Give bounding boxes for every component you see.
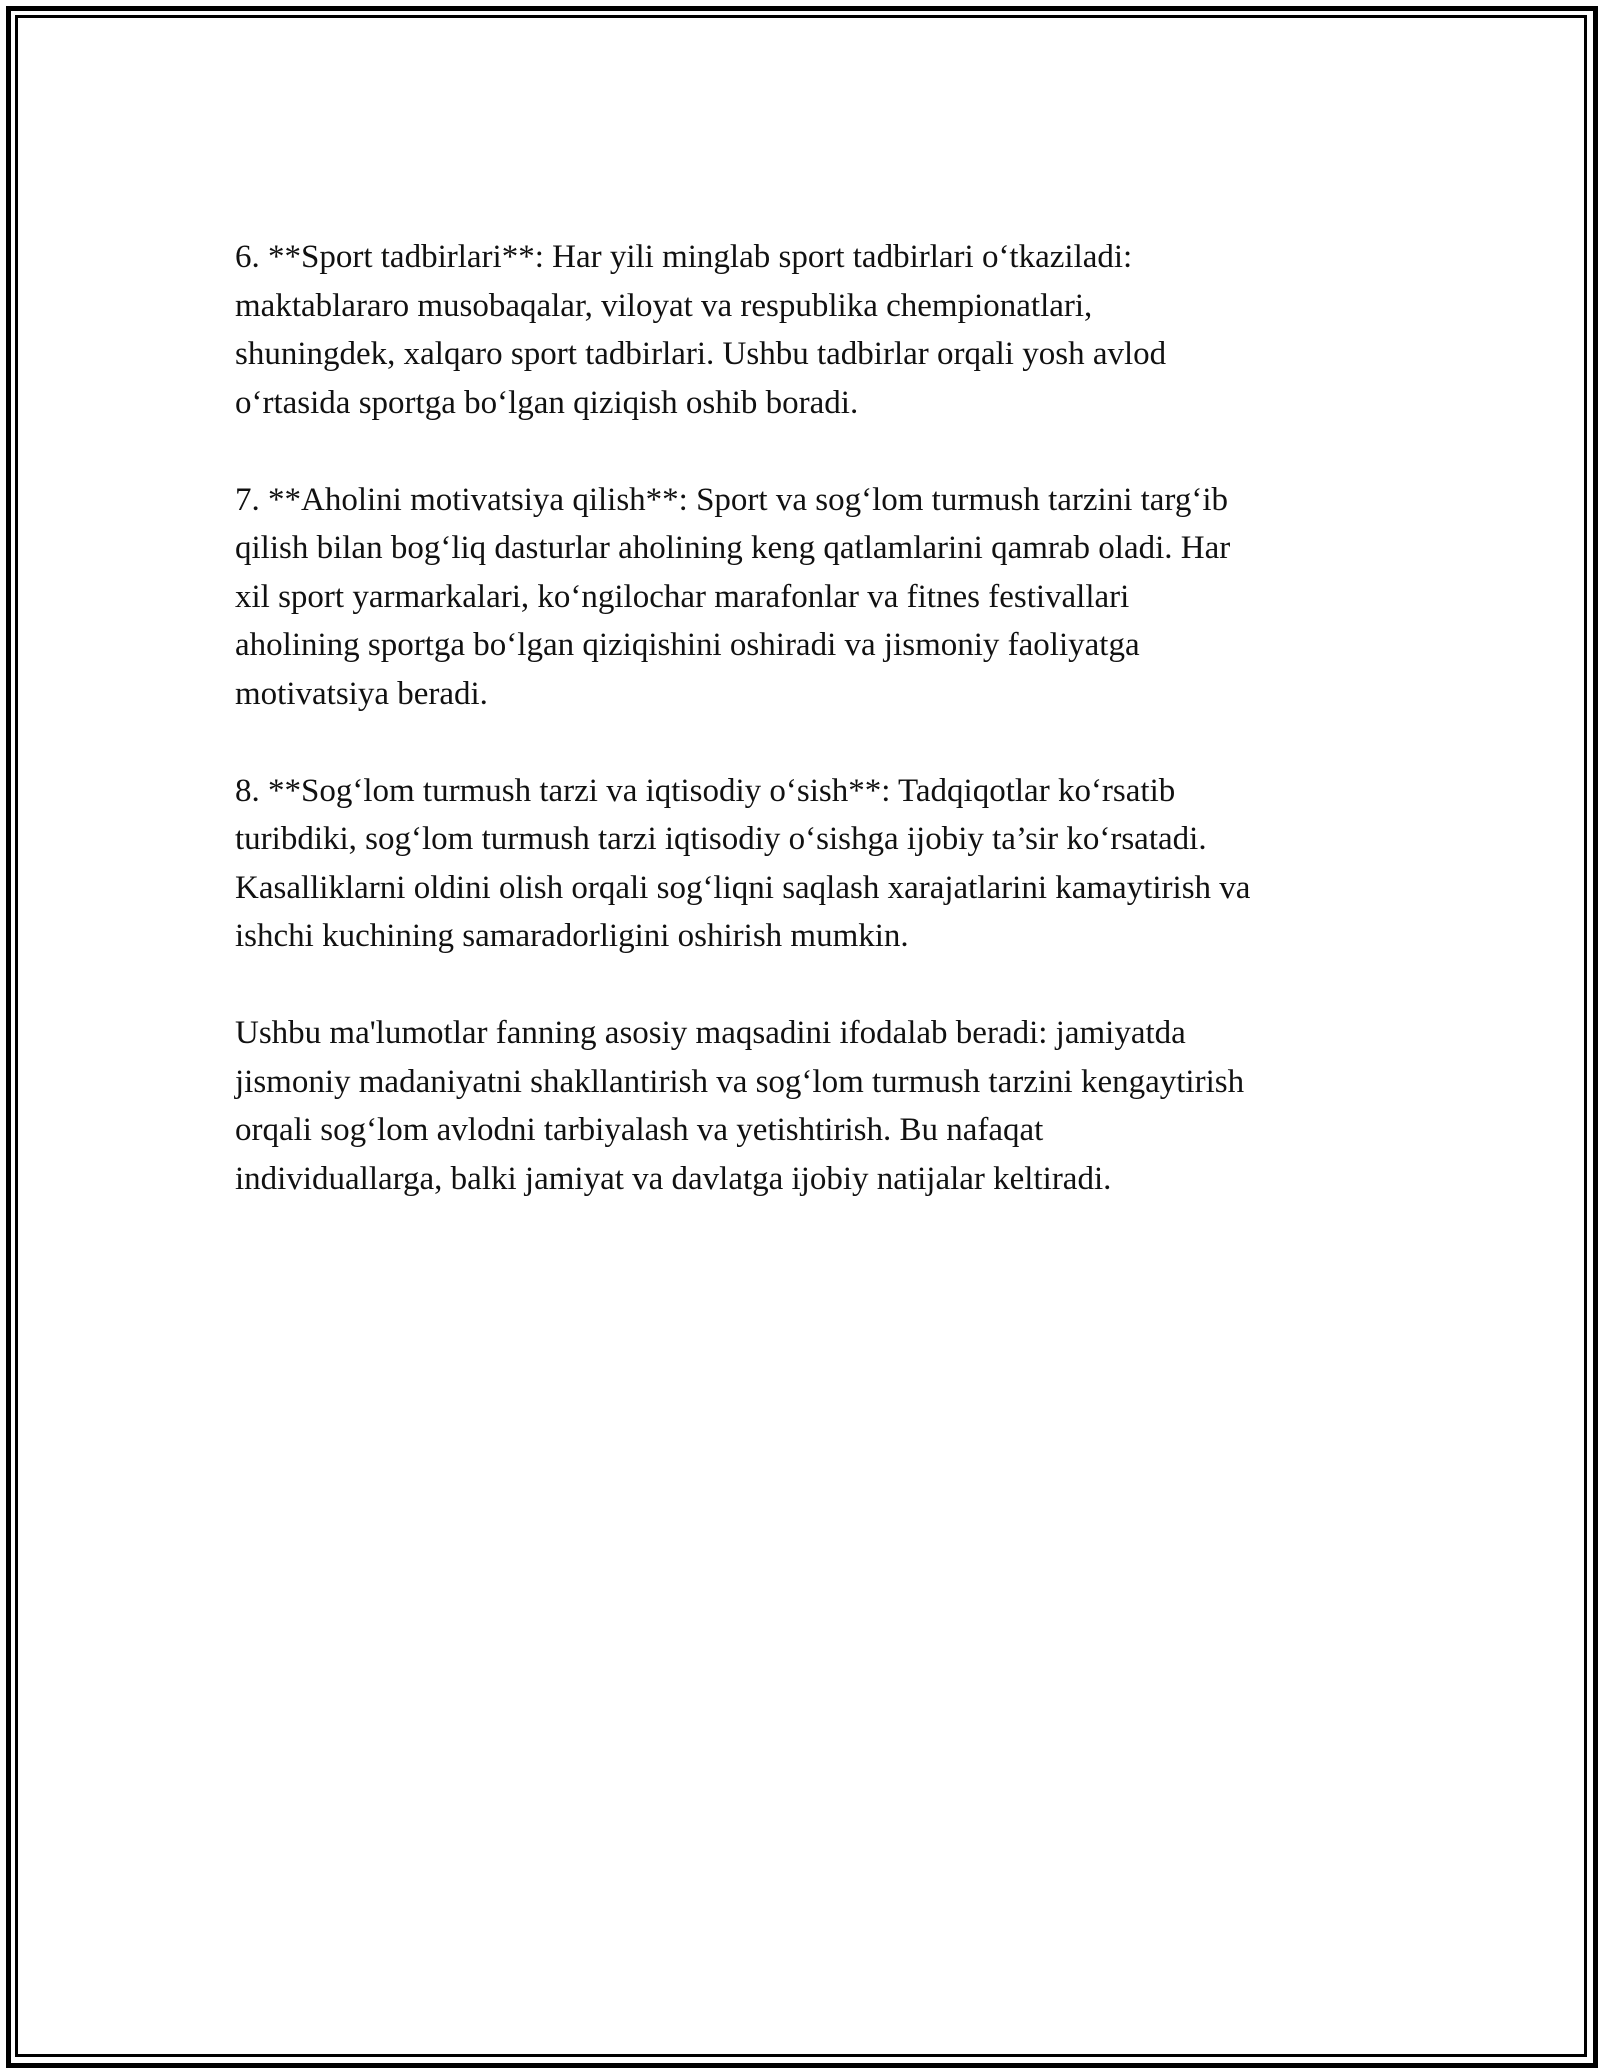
text-line: jismoniy madaniyatni shakllantirish va sog‘lom turmush tarzini kengaytirish	[235, 1063, 1245, 1100]
paragraph-population-motivation	[235, 476, 1375, 719]
text-line: 7. **Aholini motivatsiya qilish**: Sport va sog‘lom turmush tarzini targ‘ib	[235, 481, 1228, 518]
text-line: qilish bilan bog‘liq dasturlar aholining keng qatlamlarini qamrab oladi. Har	[235, 530, 1231, 566]
paragraph-conclusion	[235, 1009, 1375, 1203]
text-line: 6. **Sport tadbirlari**: Har yili minglab sport tadbirlari o‘tkaziladi:	[235, 239, 1133, 275]
text-line: Ushbu ma'lumotlar fanning asosiy maqsadini ifodalab beradi: jamiyatda	[235, 1015, 1186, 1051]
text-line: ishchi kuchining samaradorligini oshirish mumkin.	[235, 918, 909, 954]
text-line: individuallarga, balki jamiyat va davlatga ijobiy natijalar keltiradi.	[235, 1160, 1112, 1197]
text-line: turibdiki, sog‘lom turmush tarzi iqtisodiy o‘sishga ijobiy ta’sir ko‘rsatadi.	[235, 821, 1207, 857]
document-body	[235, 233, 1375, 1252]
text-line: o‘rtasida sportga bo‘lgan qiziqish oshib boradi.	[235, 384, 859, 421]
text-line: motivatsiya beradi.	[235, 675, 488, 712]
text-line: aholining sportga bo‘lgan qiziqishini oshiradi va jismoniy faoliyatga	[235, 627, 1140, 663]
text-line: 8. **Sog‘lom turmush tarzi va iqtisodiy o‘sish**: Tadqiqotlar ko‘rsatib	[235, 772, 1176, 809]
paragraph-sport-events	[235, 233, 1375, 427]
text-line: Kasalliklarni oldini olish orqali sog‘liqni saqlash xarajatlarini kamaytirish va	[235, 869, 1251, 906]
text-line: shuningdek, xalqaro sport tadbirlari. Ushbu tadbirlar orqali yosh avlod	[235, 336, 1167, 372]
text-line: maktablararo musobaqalar, viloyat va respublika chempionatlari,	[235, 287, 1093, 324]
text-line: orqali sog‘lom avlodni tarbiyalash va yetishtirish. Bu nafaqat	[235, 1112, 1044, 1148]
paragraph-healthy-lifestyle-economy	[235, 767, 1375, 961]
text-line: xil sport yarmarkalari, ko‘ngilochar marafonlar va fitnes festivallari	[235, 578, 1130, 615]
